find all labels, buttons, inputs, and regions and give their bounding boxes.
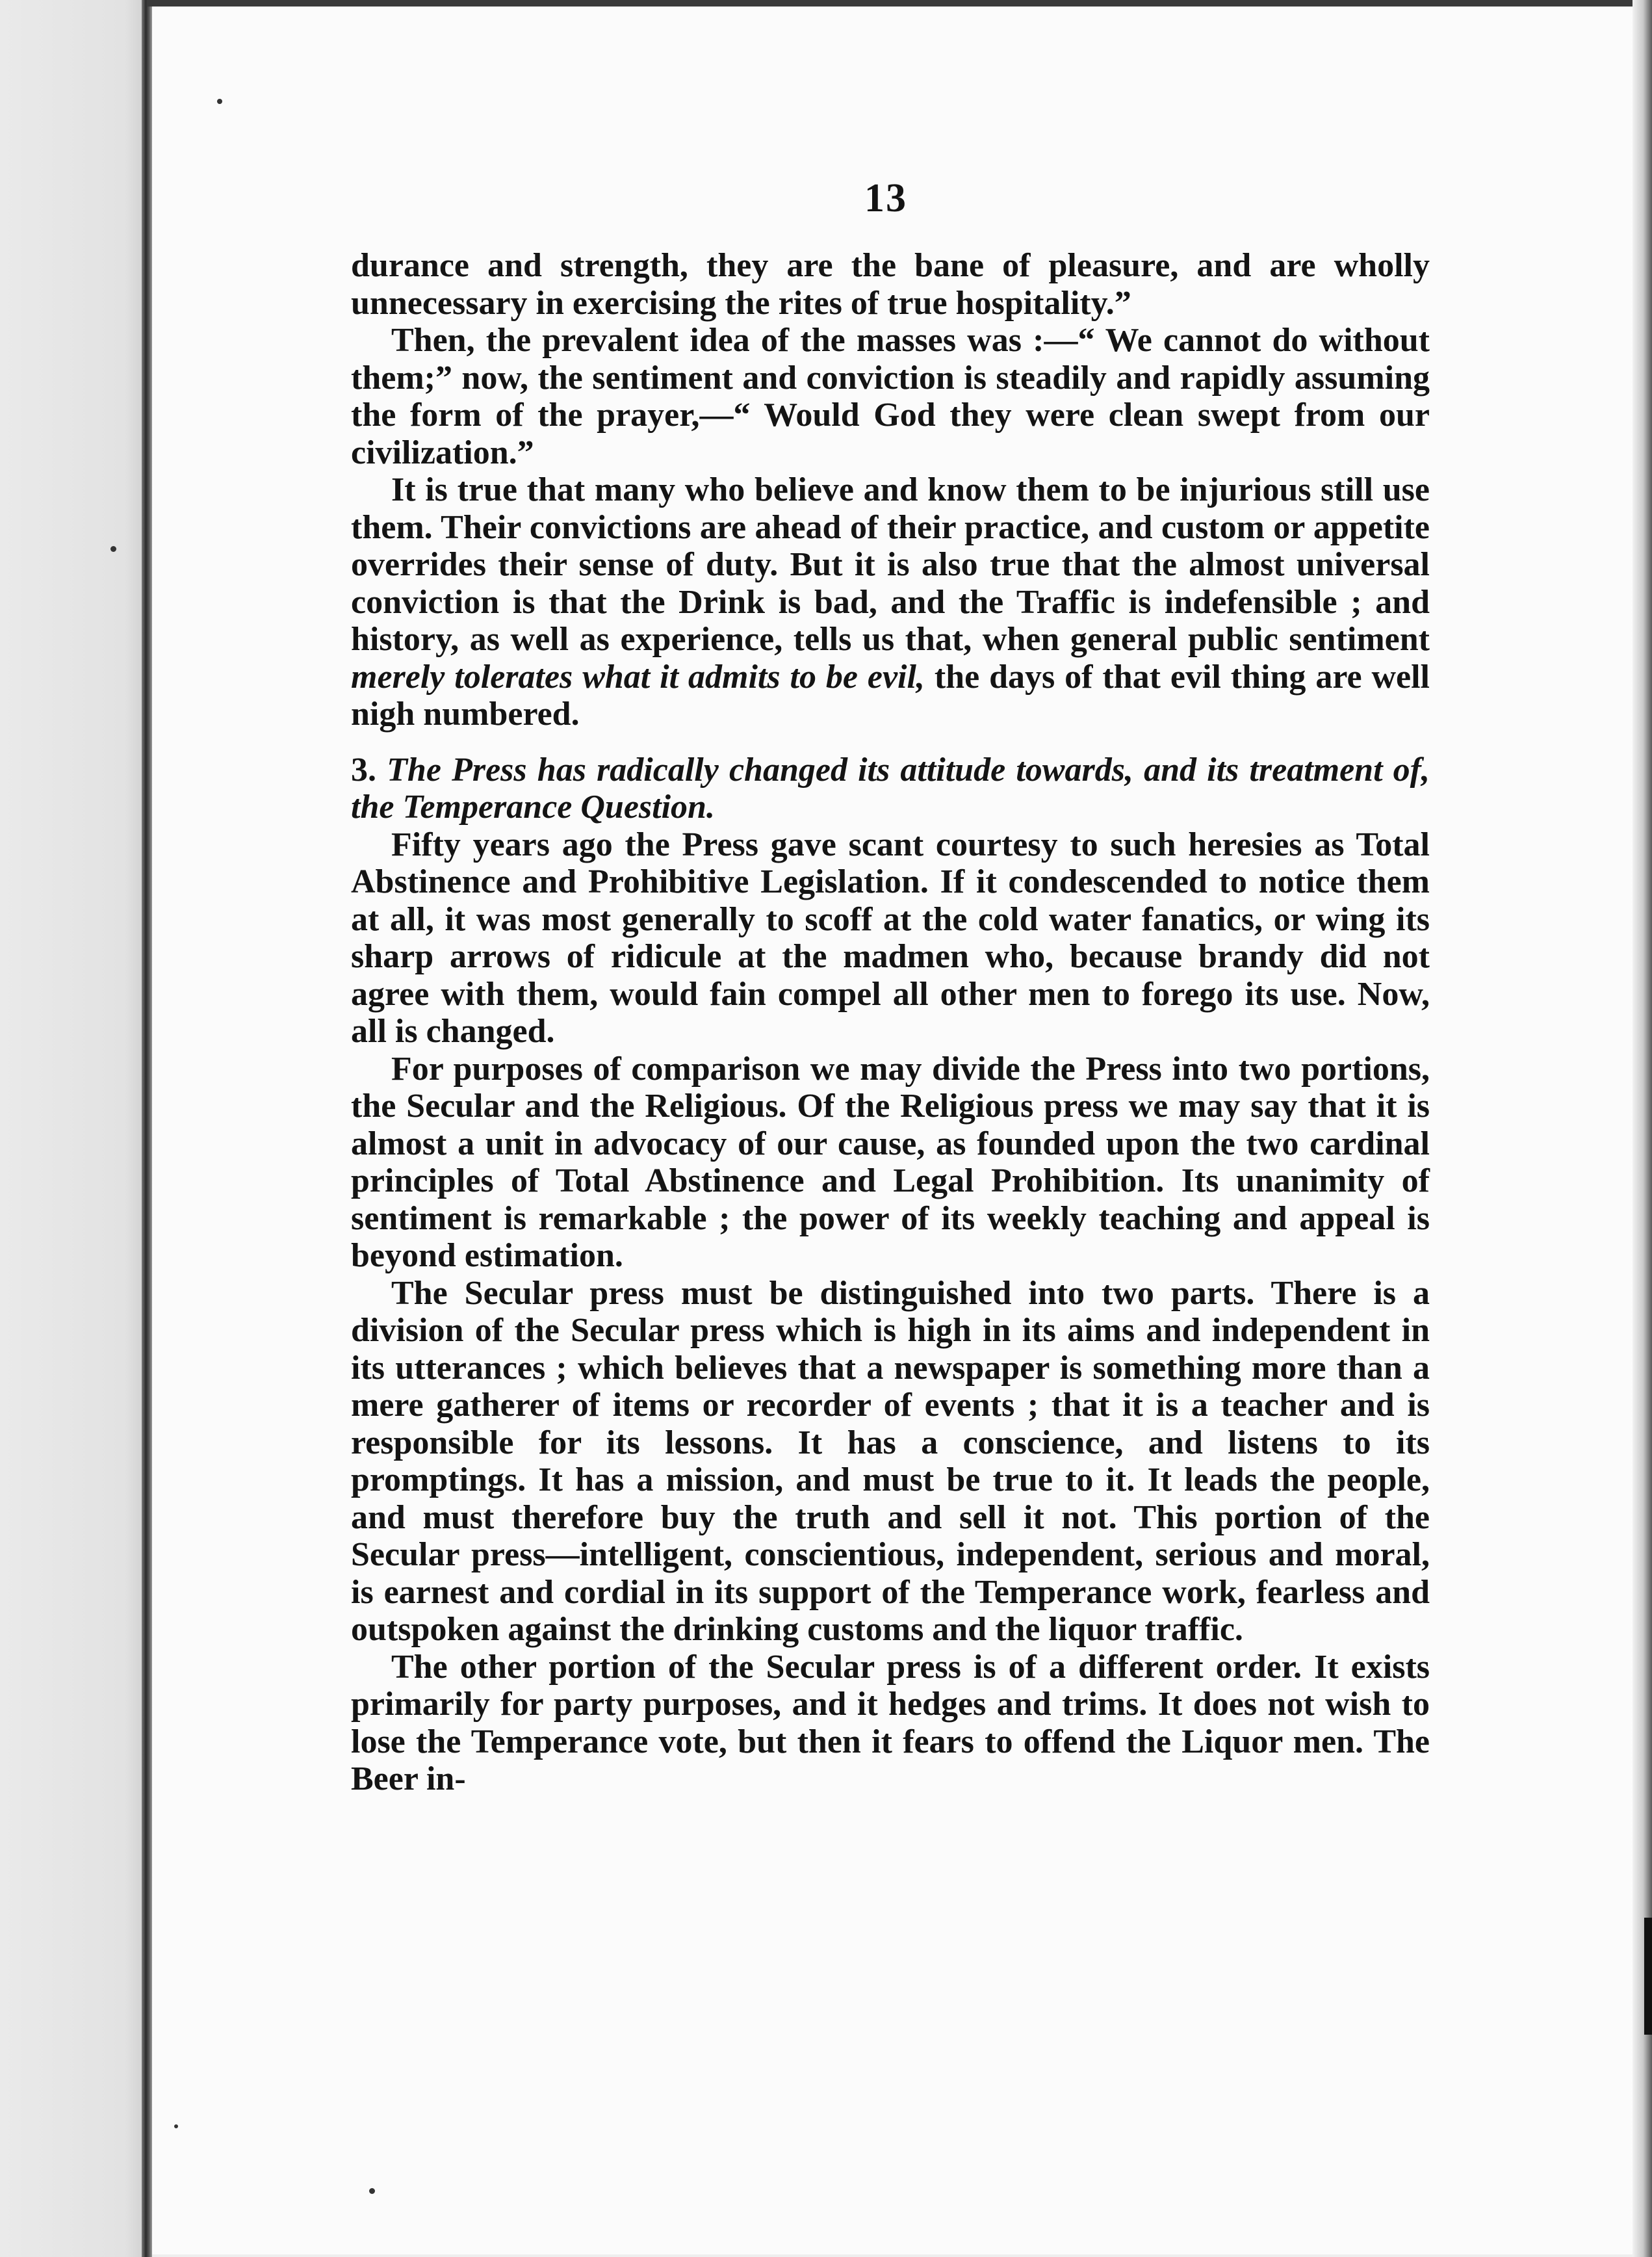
paragraph-continuation: durance and strength, they are the bane of pleasure, and are wholly unnecessary in exercising the rites of true hospitality.” xyxy=(351,247,1430,322)
body-text xyxy=(351,247,1430,1798)
page-edge-mark xyxy=(1644,1918,1652,2035)
paragraph-convictions xyxy=(351,471,1430,733)
scan-speck xyxy=(217,99,222,104)
scan-speck xyxy=(174,2124,178,2128)
scan-speck xyxy=(369,2188,375,2194)
section-title: The Press has radically changed its attitude towards, and its treatment of, the Temperance Question. xyxy=(351,751,1430,826)
paragraph-text: It is true that many who believe and know them to be injurious still use them. Their convictions are ahead of their practice, and custom or appetite overrides their sense of duty. But it is also true that the almost universal conviction is that the Drink is bad, and the Traffic is indefensible ; and history, as well as experience, tells us that, when general public sentiment xyxy=(351,471,1430,658)
section-heading xyxy=(351,751,1430,826)
scan-speck xyxy=(110,546,116,552)
paragraph-prevalent-idea: Then, the prevalent idea of the masses was :—“ We cannot do without them;” now, the sentiment and conviction is steadily and rapidly assuming the form of the prayer,—“ Would God they were clean swept from our civilization.” xyxy=(351,322,1430,471)
paragraph-press-portions: For purposes of comparison we may divide the Press into two portions, the Secular and the Religious. Of the Religious press we may say that it is almost a unit in advocacy of our cause, as founded upon the two cardinal principles of Total Abstinence and Legal Prohibition. Its unanimity of sentiment is remarkable ; the power of its weekly teaching and appeal is beyond estimation. xyxy=(351,1050,1430,1274)
binding-gutter xyxy=(142,0,152,2257)
section-number: 3. xyxy=(351,751,376,789)
facing-page-margin xyxy=(0,0,147,2257)
paragraph-fifty-years-ago: Fifty years ago the Press gave scant courtesy to such heresies as Total Abstinence and Prohibitive Legislation. If it condescended to notice them at all, it was most generally to scoff at the cold water fanatics, or wing its sharp arrows of ridicule at the madmen who, because brandy did not agree with them, would fain compel all other men to forego its use. Now, all is changed. xyxy=(351,826,1430,1050)
page-number: 13 xyxy=(864,176,907,220)
paragraph-text: the days of that evil thing are well nigh numbered. xyxy=(351,658,1430,733)
page-top-edge xyxy=(147,0,1652,7)
paragraph-other-portion: The other portion of the Secular press is of a different order. It exists primarily for party purposes, and it hedges and trims. It does not wish to lose the Temperance vote, but then it fears to offend the Liquor men. The Beer in- xyxy=(351,1648,1430,1797)
paragraph-secular-press: The Secular press must be distinguished into two parts. There is a division of the Secular press which is high in its aims and independent in its utterances ; which believes that a newspaper is something more than a mere gatherer of items or recorder of events ; that it is a teacher and is responsible for its lessons. It has a conscience, and listens to its promptings. It has a mission, and must be true to it. It leads the people, and must therefore buy the truth and sell it not. This portion of the Secular press—intelligent, conscientious, independent, serious and moral, is earnest and cordial in its support of the Temperance work, fearless and outspoken against the drinking customs and the liquor traffic. xyxy=(351,1274,1430,1648)
emphasis-text: merely tolerates what it admits to be evil, xyxy=(351,658,925,696)
